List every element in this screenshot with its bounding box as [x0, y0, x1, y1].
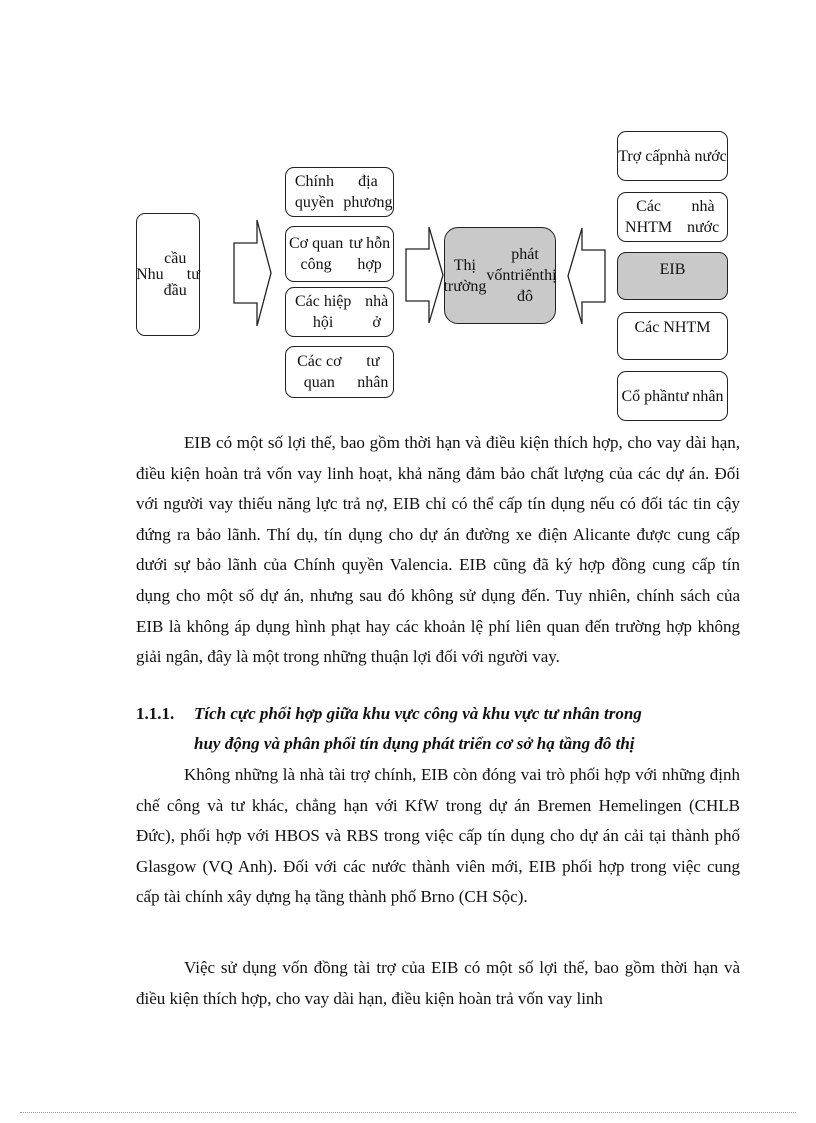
box-line: Các NHTM	[625, 198, 673, 236]
paragraph-cofinancing: Việc sử dụng vốn đồng tài trợ của EIB có một số lợi thế, bao gồm thời hạn và điều kiện thích hợp, cho vay dài hạn, điều kiện hoàn trả vốn vay linh	[136, 958, 740, 1008]
right-box-state-commercial-banks	[617, 192, 728, 242]
box-line: Các cơ quan	[297, 353, 342, 391]
source-line: Nhu	[136, 265, 164, 283]
box-line: Cơ quan công	[288, 235, 344, 273]
center-line: thị	[539, 267, 557, 284]
right-arrow-icon	[405, 225, 445, 325]
right-box-eib	[617, 252, 728, 300]
box-line: địa phương	[343, 173, 393, 211]
section-heading	[136, 699, 746, 759]
box-line: nhà ở	[365, 293, 389, 331]
section-title-line2: huy động và phân phối tín dụng phát triển cơ sở hạ tầng đô thị	[194, 734, 635, 753]
section-number: 1.1.1.	[136, 704, 175, 723]
box-line: Các hiệp hội	[294, 293, 352, 331]
left-box-private-agencies	[285, 346, 394, 398]
right-box-commercial-banks	[617, 312, 728, 360]
right-arrow-icon	[233, 218, 273, 328]
box-line: nhà nước	[686, 198, 720, 236]
box-line: tư nhân	[357, 353, 389, 391]
source-box	[136, 213, 200, 336]
page-footer-divider	[20, 1112, 796, 1113]
left-box-housing-associations	[285, 287, 394, 337]
center-line: vốn	[486, 267, 511, 284]
paragraph-eib-advantages: EIB có một số lợi thế, bao gồm thời hạn và điều kiện thích hợp, cho vay dài hạn, điều kiện hoàn trả vốn vay linh hoạt, khả năng đảm bảo chất lượng của các dự án. Đối với người vay thiếu năng lực trả nợ, EIB chỉ có thể cấp tín dụng nếu có đối tác tin cậy đứng ra bảo lãnh. Thí dụ, tín dụng cho dự án đường xe điện Alicante được cung cấp dưới sự bảo lãnh của Chính quyền Valencia. EIB cũng đã ký hợp đồng cung cấp tín dụng cho một số dự án, nhưng sau đó không sử dụng đến. Tuy nhiên, chính sách của EIB là không áp dụng hình phạt hay các khoản lệ phí liên quan đến trường hợp không giải ngân, đây là một trong những thuận lợi đối với người vay.	[136, 433, 740, 667]
center-line: phát triển đô	[510, 246, 540, 305]
left-arrow-icon	[566, 226, 606, 326]
right-box-state-subsidy	[617, 131, 728, 181]
box-line: tư hỗn hợp	[349, 235, 391, 273]
box-line: nhà nước	[667, 147, 727, 165]
center-box-capital-market	[444, 227, 556, 324]
source-line: tư	[186, 265, 200, 283]
box-line: EIB	[659, 261, 686, 278]
center-line: Thị trường	[443, 256, 487, 295]
box-line: Chính quyền	[294, 173, 334, 211]
right-box-private-equity	[617, 371, 728, 421]
left-box-public-private-agency	[285, 226, 394, 282]
section-title-line1: Tích cực phối hợp giữa khu vực công và khu vực tư nhân trong	[194, 704, 642, 723]
box-line: tư nhân	[675, 387, 724, 405]
box-line: Trợ cấp	[618, 147, 668, 165]
box-line: Các NHTM	[634, 319, 711, 336]
left-box-local-government	[285, 167, 394, 217]
source-line: cầu đầu	[163, 249, 187, 299]
box-line: Cổ phần	[621, 387, 676, 405]
paragraph-eib-coordination: Không những là nhà tài trợ chính, EIB còn đóng vai trò phối hợp với những định chế công và tư khác, chẳng hạn với KfW trong dự án Bremen Hemelingen (CHLB Đức), phối hợp với HBOS và RBS trong việc cấp tín dụng cho dự án cải tại thành phố Glasgow (VQ Anh). Đối với các nước thành viên mới, EIB phối hợp trong việc cung cấp tài chính xây dựng hạ tầng thành phố Brno (CH Sộc).	[136, 765, 740, 907]
